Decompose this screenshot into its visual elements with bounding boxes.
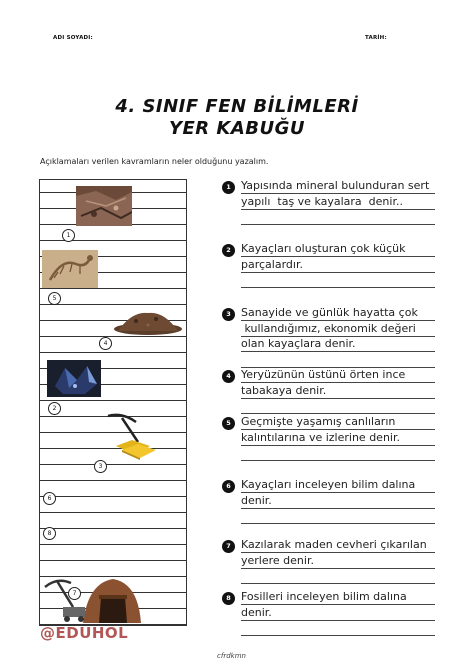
writing-line — [241, 620, 435, 621]
answer-line[interactable] — [241, 287, 435, 288]
marker-circle: 4 — [99, 337, 112, 350]
eduhol-logo: @EDUHOL — [40, 624, 129, 642]
mineral-image — [47, 360, 101, 397]
question-number-badge: 1 — [222, 181, 235, 194]
question-text-line: olan kayaçlara denir. — [241, 337, 356, 350]
marker-circle: 5 — [48, 292, 61, 305]
question-text-line: Kayaçları inceleyen bilim dalına — [241, 478, 416, 491]
question-text-line: denir. — [241, 493, 272, 507]
answer-line[interactable] — [241, 583, 435, 584]
date-label: TARİH: — [365, 35, 387, 41]
rock-image — [76, 186, 132, 226]
question-text-line: yerlere denir. — [241, 553, 314, 567]
marker-circle: 2 — [48, 402, 61, 415]
mine-image — [43, 573, 143, 623]
writing-line — [241, 272, 435, 273]
instruction-text: Açıklamaları verilen kavramların neler olduğunu yazalım. — [40, 157, 269, 166]
marker-circle: 8 — [43, 527, 56, 540]
question-number-badge: 7 — [222, 540, 235, 553]
question-text-line: tabakaya denir. — [241, 383, 327, 397]
answer-line[interactable] — [241, 635, 435, 636]
soil-image — [112, 307, 182, 335]
marker-circle: 7 — [68, 587, 81, 600]
question-text-line: denir. — [241, 605, 272, 619]
question-text-line: parçalardır. — [241, 257, 303, 271]
answer-lined-box — [39, 179, 187, 626]
answer-line[interactable] — [241, 224, 435, 225]
question-text-line: Yeryüzünün üstünü örten ince — [241, 368, 406, 381]
question-number-badge: 4 — [222, 370, 235, 383]
marker-circle: 1 — [62, 229, 75, 242]
question-number-badge: 3 — [222, 308, 235, 321]
question-text-line: Geçmişte yaşamış canlıların — [241, 415, 396, 428]
page-title: 4. SINIF FEN BİLİMLERİ — [115, 96, 359, 117]
marker-circle: 6 — [43, 492, 56, 505]
question-text-line: Kayaçları oluşturan çok küçük — [241, 242, 406, 255]
writing-line — [241, 398, 435, 399]
mining-gold-image — [102, 412, 162, 460]
question-number-badge: 6 — [222, 480, 235, 493]
writing-line — [241, 445, 435, 446]
answer-line[interactable] — [241, 460, 435, 461]
marker-circle: 3 — [94, 460, 107, 473]
writing-line — [241, 568, 435, 569]
fossil-image — [42, 250, 98, 288]
question-text-line: Yapısında mineral bulunduran sert — [241, 179, 430, 192]
question-text-line: kalıntılarına ve izlerine denir. — [241, 430, 400, 444]
signature: cfrdkmn — [217, 652, 246, 660]
question-number-badge: 5 — [222, 417, 235, 430]
question-text-line: Fosilleri inceleyen bilim dalına — [241, 590, 407, 603]
answer-line[interactable] — [241, 523, 435, 524]
question-text-line: Sanayide ve günlük hayatta çok — [241, 306, 418, 319]
name-label: ADI SOYADI: — [53, 35, 93, 41]
question-text-line: Kazılarak maden cevheri çıkarılan — [241, 538, 427, 551]
question-text-line: yapılı taş ve kayalara denir.. — [241, 194, 403, 208]
question-text-line: kullandığımız, ekonomik değeri — [241, 321, 416, 335]
writing-line — [241, 209, 435, 210]
page-subtitle: YER KABUĞU — [168, 118, 306, 139]
question-number-badge: 2 — [222, 244, 235, 257]
question-number-badge: 8 — [222, 592, 235, 605]
writing-line — [241, 351, 435, 352]
writing-line — [241, 508, 435, 509]
